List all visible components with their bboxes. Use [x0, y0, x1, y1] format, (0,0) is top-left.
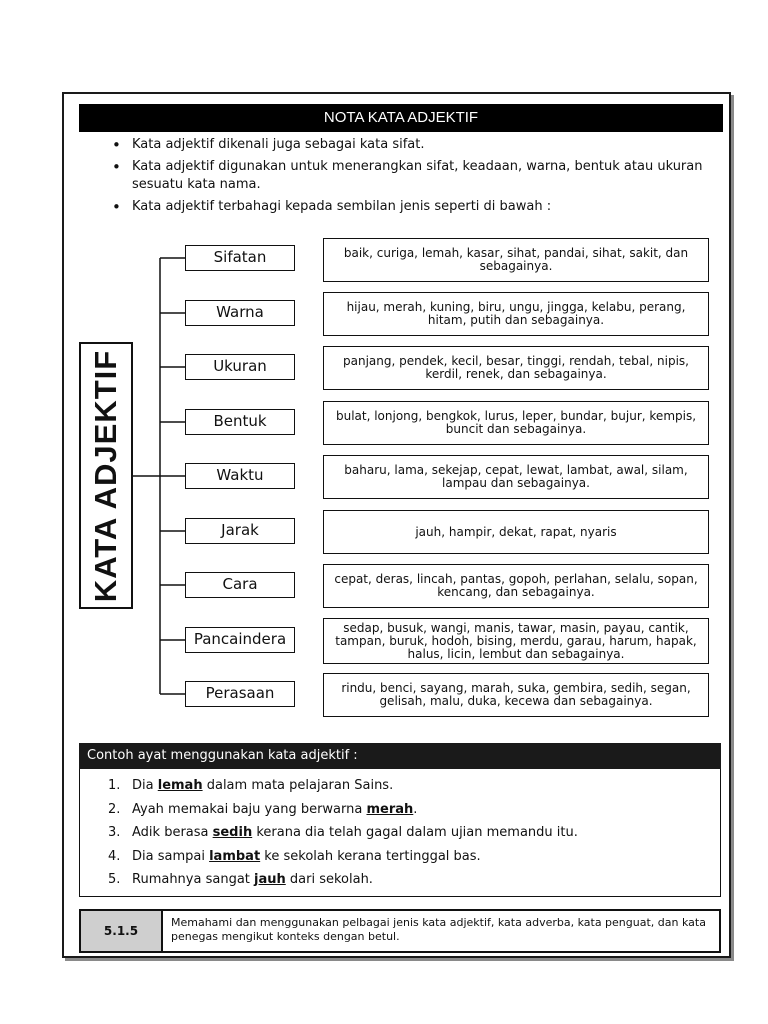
- examples-sifatan: baik, curiga, lemah, kasar, sihat, pandai, sihat, sakit, dan sebagainya.: [323, 238, 709, 282]
- page-title: NOTA KATA ADJEKTIF: [79, 104, 723, 132]
- type-warna: Warna: [185, 300, 295, 326]
- type-cara: Cara: [185, 572, 295, 598]
- root-label: KATA ADJEKTIF: [88, 349, 123, 602]
- standard-footer: [79, 909, 721, 953]
- sentence-text: Adik berasa: [132, 825, 213, 840]
- type-pancaindera: Pancaindera: [185, 627, 295, 653]
- sentence-number: 1.: [108, 778, 121, 793]
- examples-perasaan: rindu, benci, sayang, marah, suka, gembira, sedih, segan, gelisah, malu, duka, kecewa dan sebagainya.: [323, 673, 709, 717]
- bullet-item: • Kata adjektif digunakan untuk menerangkan sifat, keadaan, warna, bentuk atau ukuran sesuatu kata nama.: [108, 158, 708, 194]
- examples-warna: hijau, merah, kuning, biru, ungu, jingga, kelabu, perang, hitam, putih dan sebagainya.: [323, 292, 709, 336]
- highlighted-word: sedih: [212, 825, 253, 840]
- sentence-text: .: [413, 801, 418, 817]
- sentence-text: Ayah memakai baju yang berwarna: [132, 801, 367, 817]
- examples-header: Contoh ayat menggunakan kata adjektif :: [79, 743, 721, 769]
- type-perasaan: Perasaan: [185, 681, 295, 707]
- examples-cara: cepat, deras, lincah, pantas, gopoh, perlahan, selalu, sopan, kencang, dan sebagainya.: [323, 564, 709, 608]
- type-bentuk: Bentuk: [185, 409, 295, 435]
- intro-bullets: [108, 136, 708, 220]
- sentence-text: Rumahnya sangat: [132, 872, 255, 887]
- sentence-text: kerana dia telah gagal dalam ujian memandu itu.: [252, 825, 578, 840]
- examples-jarak: jauh, hampir, dekat, rapat, nyaris: [323, 510, 709, 554]
- type-jarak: Jarak: [185, 518, 295, 544]
- highlighted-word: jauh: [254, 872, 286, 887]
- sentence-number: 3.: [108, 825, 121, 840]
- sentence-text: Dia: [132, 778, 158, 793]
- list-item: [108, 821, 578, 845]
- sentence-number: 2.: [108, 801, 121, 817]
- examples-ukuran: panjang, pendek, kecil, besar, tinggi, rendah, tebal, nipis, kerdil, renek, dan sebagainya.: [323, 346, 709, 390]
- type-sifatan: Sifatan: [185, 245, 295, 271]
- example-sentences: [108, 774, 578, 892]
- highlighted-word: merah: [366, 801, 414, 817]
- sentence-number: 5.: [108, 872, 121, 887]
- standard-description: Memahami dan menggunakan pelbagai jenis kata adjektif, kata adverba, kata penguat, dan kata penegas mengikut konteks dengan betul.: [171, 916, 706, 943]
- type-waktu: Waktu: [185, 463, 295, 489]
- bullet-item: • Kata adjektif dikenali juga sebagai kata sifat.: [108, 136, 708, 154]
- list-item: [108, 774, 578, 798]
- examples-waktu: baharu, lama, sekejap, cepat, lewat, lambat, awal, silam, lampau dan sebagainya.: [323, 455, 709, 499]
- list-item: [108, 798, 578, 822]
- sentence-text: Dia sampai: [132, 848, 210, 864]
- sentence-number: 4.: [108, 848, 121, 864]
- list-item: [108, 868, 578, 892]
- sentence-text: dari sekolah.: [285, 872, 373, 887]
- examples-bentuk: bulat, lonjong, bengkok, lurus, leper, bundar, bujur, kempis, buncit dan sebagainya.: [323, 401, 709, 445]
- highlighted-word: lambat: [209, 848, 261, 864]
- list-item: [108, 845, 578, 869]
- sentence-text: dalam mata pelajaran Sains.: [202, 778, 394, 793]
- root-label-box: [79, 342, 133, 609]
- type-ukuran: Ukuran: [185, 354, 295, 380]
- highlighted-word: lemah: [157, 778, 203, 793]
- sentence-text: ke sekolah kerana tertinggal bas.: [260, 848, 481, 864]
- standard-code: 5.1.5: [81, 911, 163, 951]
- bullet-item: • Kata adjektif terbahagi kepada sembilan jenis seperti di bawah :: [108, 198, 708, 216]
- examples-pancaindera: sedap, busuk, wangi, manis, tawar, masin, payau, cantik, tampan, buruk, hodoh, bising, merdu, garau, harum, hapak, halus, licin, lembut dan sebagainya.: [323, 618, 709, 664]
